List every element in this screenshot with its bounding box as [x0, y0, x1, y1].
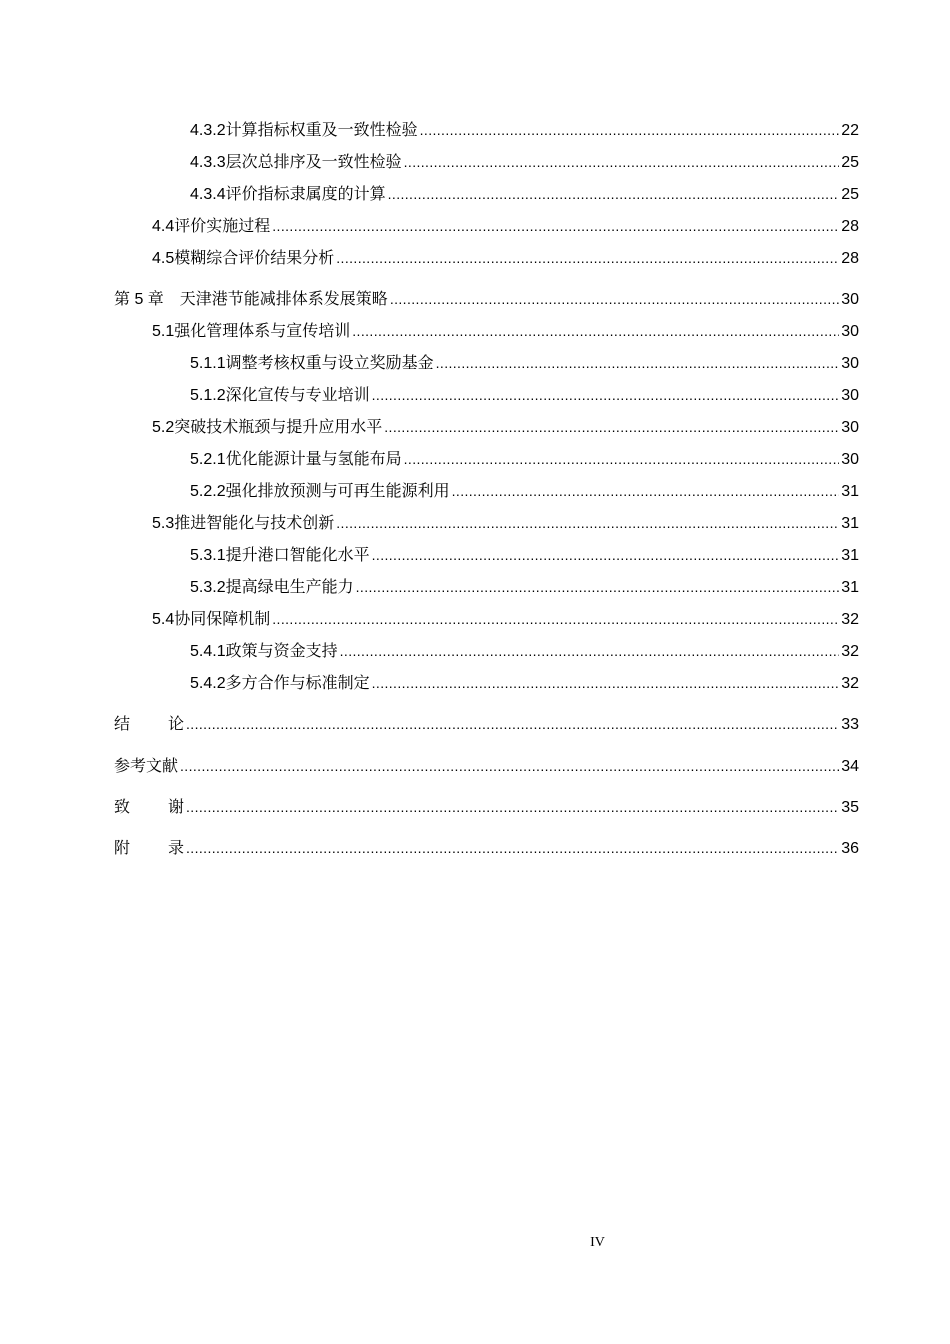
toc-leader-dots: [372, 542, 840, 568]
toc-page-number: 33: [841, 716, 859, 733]
toc-leader-dots: [336, 510, 839, 536]
toc-title: 推进智能化与技术创新: [174, 513, 335, 532]
toc-entry[interactable]: [190, 350, 859, 376]
toc-number: 5.4.2: [190, 675, 226, 692]
toc-page-number: 32: [841, 643, 859, 660]
toc-title: 提升港口智能化水平: [225, 545, 370, 564]
toc-page-number: 28: [841, 250, 859, 267]
toc-title: 结论: [114, 714, 223, 733]
toc-entry[interactable]: [190, 382, 859, 408]
page-footer-number: IV: [590, 1235, 605, 1250]
toc-leader-dots: [352, 318, 839, 344]
toc-page-number: 30: [841, 419, 859, 436]
toc-page-number: 30: [841, 355, 859, 372]
toc-page-number: 31: [841, 515, 859, 532]
toc-leader-dots: [436, 350, 840, 376]
toc-page-number: 35: [841, 799, 859, 816]
toc-entry-conclusion[interactable]: [114, 711, 859, 737]
toc-page-number: 22: [841, 122, 859, 139]
toc-leader-dots: [272, 213, 839, 239]
toc-page-number: 32: [841, 675, 859, 692]
toc-title: 强化管理体系与宣传培训: [174, 321, 351, 340]
toc-entry-acknowledgements[interactable]: [114, 794, 859, 820]
toc-title: 模糊综合评价结果分析: [174, 248, 335, 267]
toc-page-number: 36: [841, 840, 859, 857]
toc-page-number: 31: [841, 547, 859, 564]
toc-title: 评价指标隶属度的计算: [225, 184, 386, 203]
toc-title: 深化宣传与专业培训: [225, 385, 370, 404]
toc-entry[interactable]: [190, 542, 859, 568]
toc-entry[interactable]: [190, 478, 859, 504]
toc-title: 致谢: [114, 797, 223, 816]
toc-number: 4.5: [152, 250, 175, 267]
toc-entry[interactable]: [190, 149, 859, 175]
toc-page-number: 30: [841, 387, 859, 404]
toc-title: 提高绿电生产能力: [225, 577, 354, 596]
toc-number: 5.4.1: [190, 643, 226, 660]
toc-number: 5.4: [152, 611, 175, 628]
toc-page-number: 25: [841, 186, 859, 203]
toc-number: 5.2: [152, 419, 175, 436]
toc-title: 优化能源计量与氢能布局: [225, 449, 402, 468]
toc-number: 5.1.1: [190, 355, 226, 372]
toc-title: 天津港节能减排体系发展策略: [179, 289, 388, 308]
toc-number: 5.2.1: [190, 451, 226, 468]
toc-title: 协同保障机制: [174, 609, 271, 628]
toc-leader-dots: [404, 149, 840, 175]
toc-number: 4.4: [152, 218, 175, 235]
toc-leader-dots: [372, 382, 840, 408]
toc-page-number: 31: [841, 579, 859, 596]
toc-leader-dots: [452, 478, 840, 504]
toc-page-number: 32: [841, 611, 859, 628]
toc-leader-dots: [186, 711, 839, 737]
toc-leader-dots: [180, 753, 839, 779]
toc-number: 5.3.2: [190, 579, 226, 596]
toc-leader-dots: [404, 446, 840, 472]
toc-number: 4.3.2: [190, 122, 226, 139]
toc-leader-dots: [356, 574, 840, 600]
toc-entry[interactable]: [152, 318, 859, 344]
toc-page-number: 30: [841, 291, 859, 308]
toc-page-number: 30: [841, 451, 859, 468]
toc-entry[interactable]: [190, 638, 859, 664]
toc-leader-dots: [372, 670, 840, 696]
toc-number: 5.3.1: [190, 547, 226, 564]
toc-leader-dots: [336, 245, 839, 271]
toc-page-number: 25: [841, 154, 859, 171]
toc-entry[interactable]: [152, 245, 859, 271]
toc-page-number: 28: [841, 218, 859, 235]
toc-entry[interactable]: [190, 117, 859, 143]
toc-number: 5.3: [152, 515, 175, 532]
toc-number: 4.3.3: [190, 154, 226, 171]
toc-number: 5.1.2: [190, 387, 226, 404]
toc-title: 附录: [114, 838, 223, 857]
toc-entry[interactable]: [152, 606, 859, 632]
toc-title: 强化排放预测与可再生能源利用: [225, 481, 450, 500]
toc-title: 多方合作与标准制定: [225, 673, 370, 692]
toc-title: 突破技术瓶颈与提升应用水平: [174, 417, 383, 436]
toc-number: 4.3.4: [190, 186, 226, 203]
toc-entry-appendix[interactable]: [114, 835, 859, 861]
toc-title: 评价实施过程: [174, 216, 271, 235]
toc-page-number: 31: [841, 483, 859, 500]
toc-number: 5.1: [152, 323, 175, 340]
toc-leader-dots: [186, 794, 839, 820]
toc-title: 政策与资金支持: [225, 641, 338, 660]
toc-title: 计算指标权重及一致性检验: [225, 120, 418, 139]
toc-title: 调整考核权重与设立奖励基金: [225, 353, 434, 372]
toc-entry[interactable]: [190, 670, 859, 696]
toc-entry[interactable]: [152, 510, 859, 536]
toc-entry[interactable]: [190, 446, 859, 472]
toc-leader-dots: [390, 286, 839, 312]
toc-entry[interactable]: [190, 181, 859, 207]
toc-entry-references[interactable]: [114, 753, 859, 779]
toc-leader-dots: [384, 414, 839, 440]
toc-chapter-entry[interactable]: [114, 286, 859, 312]
toc-page-number: 34: [841, 758, 859, 775]
toc-title: 层次总排序及一致性检验: [225, 152, 402, 171]
toc-entry[interactable]: [190, 574, 859, 600]
toc-leader-dots: [420, 117, 840, 143]
toc-leader-dots: [340, 638, 840, 664]
toc-chapter-number: 第 5 章: [114, 291, 164, 308]
toc-leader-dots: [186, 835, 839, 861]
toc-entry[interactable]: [152, 414, 859, 440]
toc-entry[interactable]: [152, 213, 859, 239]
toc-title: 参考文献: [114, 756, 179, 775]
toc-leader-dots: [388, 181, 840, 207]
toc-page-number: 30: [841, 323, 859, 340]
toc-leader-dots: [272, 606, 839, 632]
toc-number: 5.2.2: [190, 483, 226, 500]
